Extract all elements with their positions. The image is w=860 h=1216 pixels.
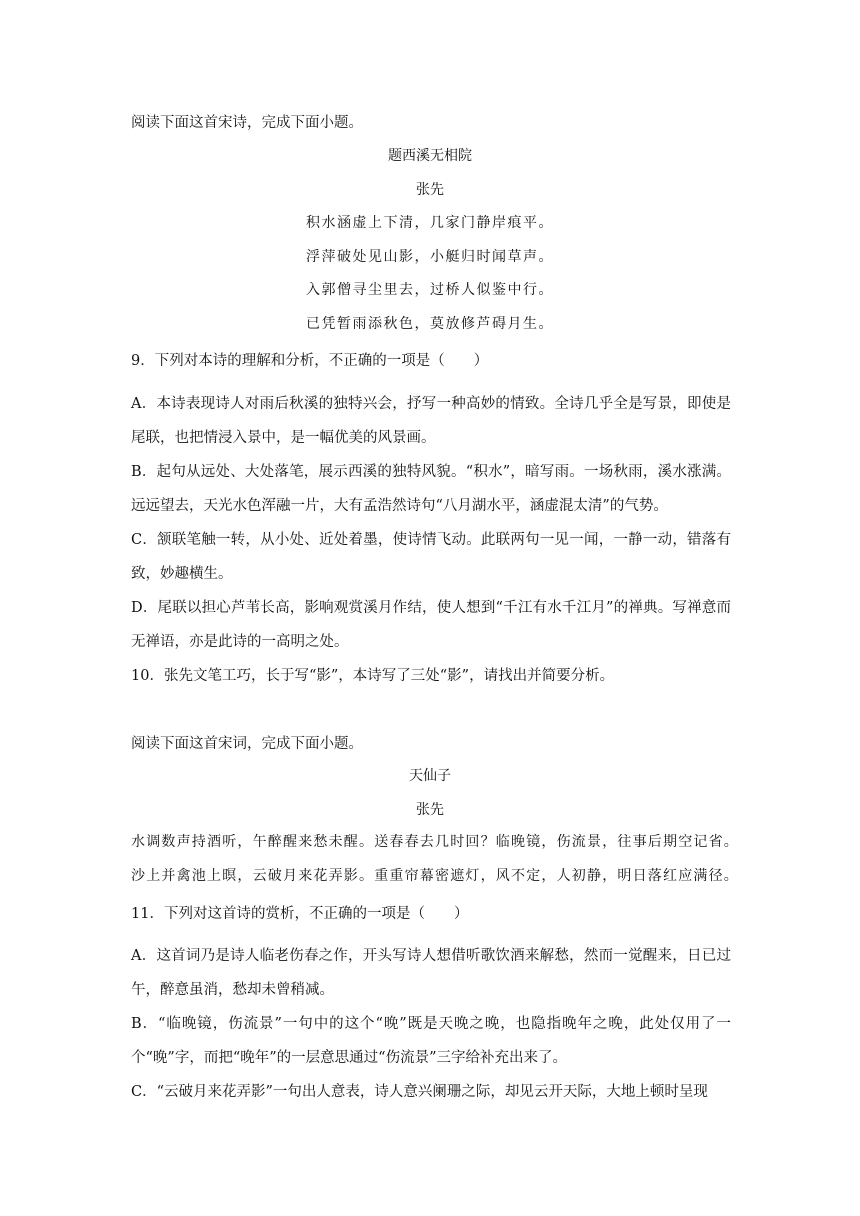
poem-author: 张先 [416,182,444,198]
question-9-stem: 9．下列对本诗的理解和分析，不正确的一项是（ ） [131,353,489,369]
poem-line: 已凭暂雨添秋色，莫放修芦碍月生。 [306,316,554,332]
question-11-stem: 11．下列对这首诗的赏析，不正确的一项是（ ） [131,906,469,922]
question-9-option-d: D．尾联以担心芦苇长高，影响观赏溪月作结，使人想到“千江有水千江月”的禅典。写禅意而无禅语，亦是此诗的一高明之处。 [131,600,731,650]
ci-line: 沙上并禽池上暝，云破月来花弄影。重重帘幕密遮灯，风不定，人初静，明日落红应满径。 [131,868,739,884]
question-11-option-a: A．这首词乃是诗人临老伤春之作，开头写诗人想借听歌饮酒来解愁，然而一觉醒来，日已过午，醉意虽消，愁却未曾稍减。 [131,948,731,998]
poem-title: 题西溪无相院 [388,148,472,164]
question-9-option-a: A．本诗表现诗人对雨后秋溪的独特兴会，抒写一种高妙的情致。全诗几乎全是写景，即使是尾联，也把情浸入景中，是一幅优美的风景画。 [131,396,731,446]
question-9-option-b: B．起句从远处、大处落笔，展示西溪的独特风貌。“积水”，暗写雨。一场秋雨，溪水涨满。远远望去，天光水色浑融一片，大有孟浩然诗句“八月湖水平，涵虚混太清”的气势。 [131,464,731,514]
question-11-option-c: C．“云破月来花弄影”一句出人意表，诗人意兴阑珊之际，却见云开天际，大地上顿时呈现 [131,1084,708,1100]
poem-line: 入郭僧寻尘里去，过桥人似鉴中行。 [306,282,554,298]
poem-line: 浮萍破处见山影，小艇归时闻草声。 [306,249,554,265]
section2-intro: 阅读下面这首宋词，完成下面小题。 [131,736,363,752]
question-10-stem: 10．张先文笔工巧，长于写“影”，本诗写了三处“影”，请找出并简要分析。 [131,668,615,684]
ci-title: 天仙子 [409,768,451,784]
ci-author: 张先 [416,802,444,818]
poem-line: 积水涵虚上下清，几家门静岸痕平。 [306,215,554,231]
question-11-option-b: B．“临晚镜，伤流景”一句中的这个“晚”既是天晚之晚，也隐指晚年之晚，此处仅用了一个“晚”字，而把“晚年”的一层意思通过“伤流景”三字给补充出来了。 [131,1016,731,1066]
section1-intro: 阅读下面这首宋诗，完成下面小题。 [131,115,363,131]
ci-line: 水调数声持酒听，午醉醒来愁未醒。送春春去几时回？临晚镜，伤流景，往事后期空记省。 [131,834,739,850]
question-9-option-c: C．颔联笔触一转，从小处、近处着墨，使诗情飞动。此联两句一见一闻，一静一动，错落有致，妙趣横生。 [131,532,731,582]
